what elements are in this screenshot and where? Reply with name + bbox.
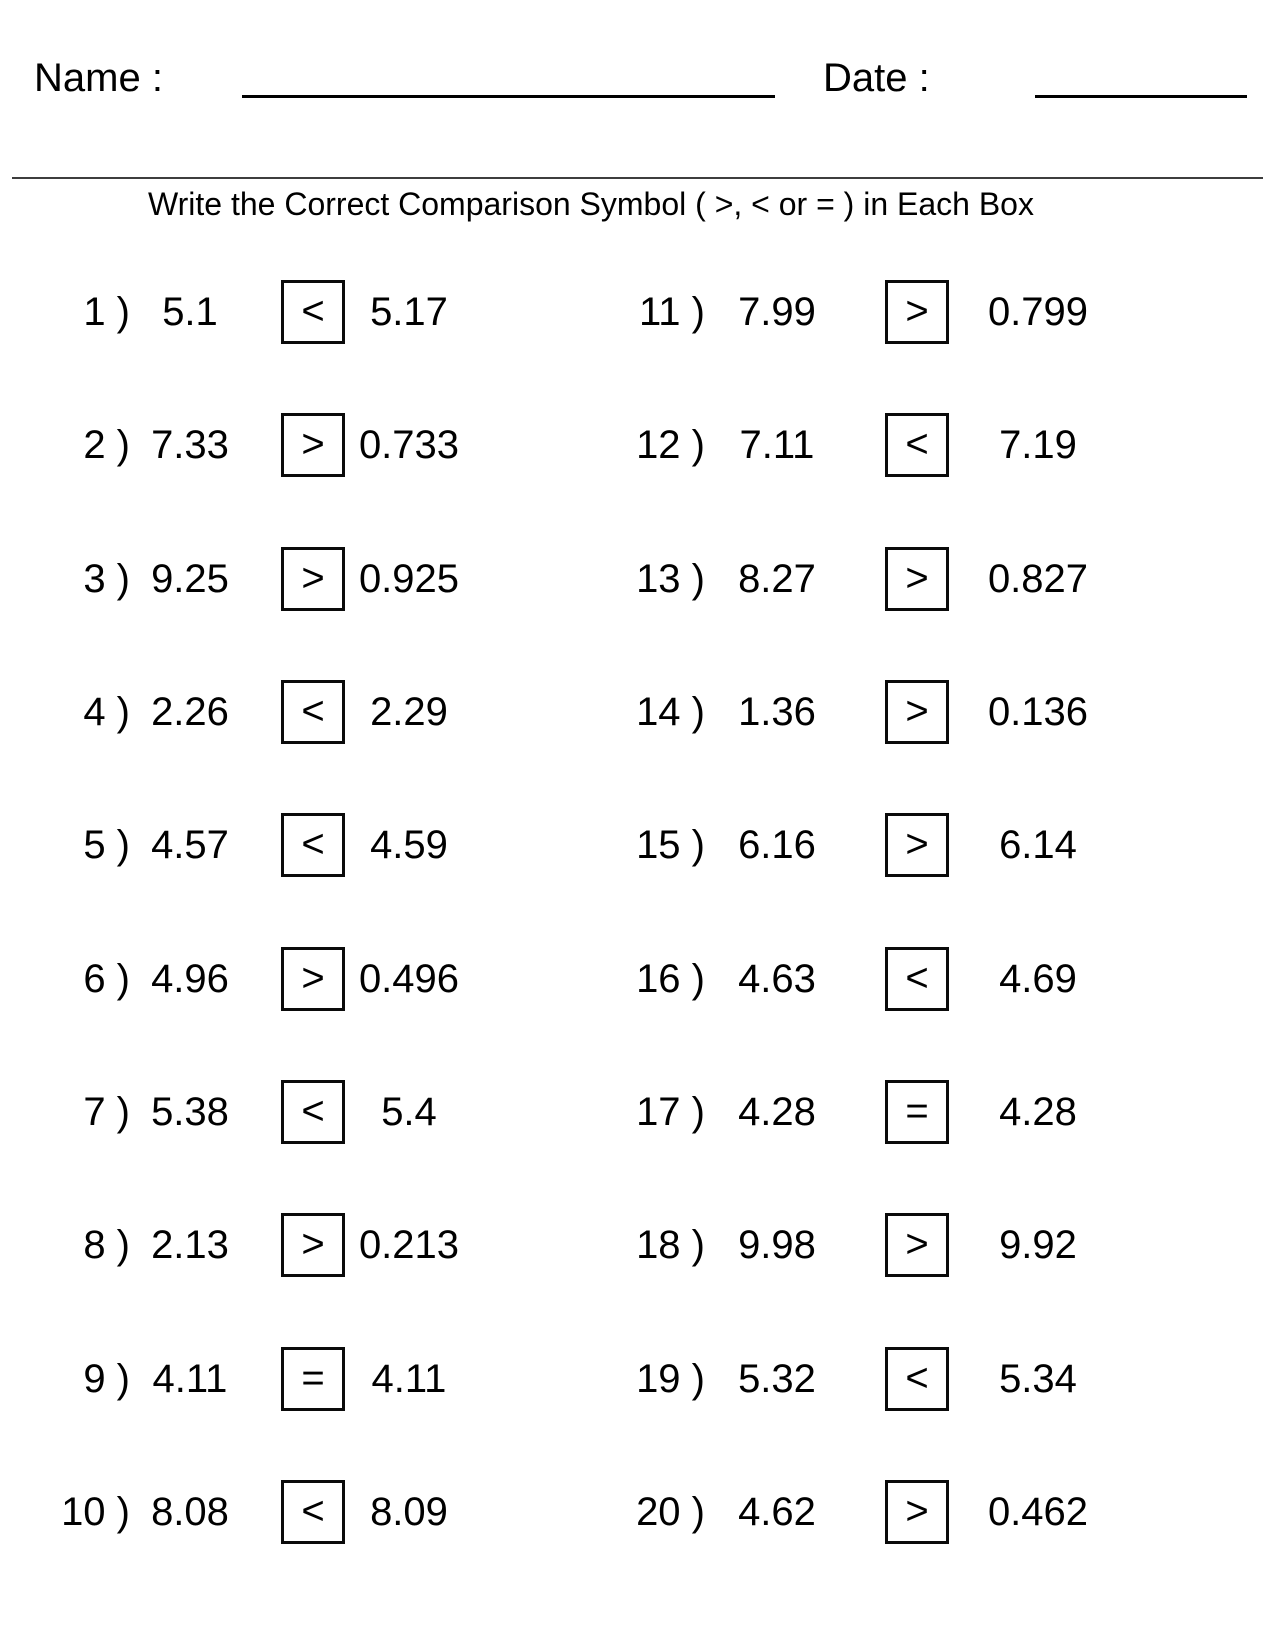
- answer-box[interactable]: [885, 1480, 949, 1544]
- right-value: 4.59: [370, 823, 448, 867]
- comparison-symbol: >: [301, 422, 325, 466]
- problem-number: 8 ): [83, 1223, 130, 1267]
- name-blank-line[interactable]: [242, 95, 775, 98]
- comparison-symbol: <: [905, 422, 929, 466]
- right-value: 0.827: [987, 557, 1089, 601]
- problem-row: [0, 280, 1275, 344]
- left-value: 6.16: [738, 823, 816, 867]
- left-value: 2.13: [151, 1223, 229, 1267]
- problem-number: 5 ): [83, 823, 130, 867]
- problem-number: 17 ): [636, 1090, 705, 1134]
- comparison-symbol: =: [905, 1089, 929, 1133]
- problem-number: 11 ): [639, 290, 705, 334]
- answer-box[interactable]: [885, 680, 949, 744]
- problem-row: [0, 1213, 1275, 1277]
- problem-row: [0, 947, 1275, 1011]
- right-value: 7.19: [999, 423, 1077, 467]
- problem-number: 15 ): [636, 823, 705, 867]
- left-value: 5.32: [738, 1357, 816, 1401]
- comparison-symbol: <: [905, 956, 929, 1000]
- right-value: 5.4: [381, 1090, 437, 1134]
- right-value: 0.496: [358, 957, 460, 1001]
- left-value: 7.99: [738, 290, 816, 334]
- problem-number: 9 ): [83, 1357, 130, 1401]
- comparison-symbol: >: [905, 1489, 929, 1533]
- right-value: 2.29: [370, 690, 448, 734]
- problem-row: [0, 813, 1275, 877]
- comparison-symbol: >: [905, 822, 929, 866]
- comparison-symbol: >: [301, 556, 325, 600]
- right-value: 4.69: [999, 957, 1077, 1001]
- left-value: 2.26: [151, 690, 229, 734]
- problem-number: 10 ): [61, 1490, 130, 1534]
- left-value: 5.38: [151, 1090, 229, 1134]
- divider-line: [12, 177, 1263, 179]
- comparison-symbol: >: [905, 689, 929, 733]
- left-value: 7.33: [151, 423, 229, 467]
- right-value: 0.799: [987, 290, 1089, 334]
- left-value: 4.11: [152, 1357, 228, 1401]
- problem-number: 2 ): [83, 423, 130, 467]
- right-value: 6.14: [999, 823, 1077, 867]
- right-value: 5.34: [999, 1357, 1077, 1401]
- right-value: 0.733: [358, 423, 460, 467]
- left-value: 4.62: [738, 1490, 816, 1534]
- right-value: 8.09: [370, 1490, 448, 1534]
- left-value: 4.96: [151, 957, 229, 1001]
- answer-box[interactable]: [885, 813, 949, 877]
- comparison-symbol: >: [301, 1222, 325, 1266]
- right-value: 9.92: [999, 1223, 1077, 1267]
- problem-number: 4 ): [83, 690, 130, 734]
- problem-number: 6 ): [83, 957, 130, 1001]
- page-title: Write the Correct Comparison Symbol ( >, < or = ) in Each Box: [148, 186, 1034, 222]
- comparison-symbol: <: [301, 689, 325, 733]
- answer-box[interactable]: [885, 1347, 949, 1411]
- date-blank-line[interactable]: [1035, 95, 1247, 98]
- answer-box[interactable]: [885, 947, 949, 1011]
- problem-number: 18 ): [636, 1223, 705, 1267]
- name-label: Name :: [34, 56, 163, 100]
- comparison-symbol: <: [301, 289, 325, 333]
- problem-row: [0, 413, 1275, 477]
- left-value: 4.28: [738, 1090, 816, 1134]
- answer-box[interactable]: [885, 280, 949, 344]
- problem-number: 16 ): [636, 957, 705, 1001]
- left-value: 5.1: [162, 290, 218, 334]
- left-value: 4.57: [151, 823, 229, 867]
- problem-number: 7 ): [83, 1090, 130, 1134]
- problem-row: [0, 680, 1275, 744]
- answer-box[interactable]: [885, 1080, 949, 1144]
- comparison-symbol: <: [905, 1356, 929, 1400]
- right-value: 0.213: [358, 1223, 460, 1267]
- comparison-symbol: >: [905, 556, 929, 600]
- comparison-symbol: <: [301, 1089, 325, 1133]
- comparison-symbol: <: [301, 1489, 325, 1533]
- problem-number: 13 ): [636, 557, 705, 601]
- comparison-symbol: <: [301, 822, 325, 866]
- left-value: 4.63: [738, 957, 816, 1001]
- problem-row: [0, 1347, 1275, 1411]
- problem-row: [0, 1080, 1275, 1144]
- problem-number: 12 ): [636, 423, 705, 467]
- problem-row: [0, 547, 1275, 611]
- problem-number: 3 ): [83, 557, 130, 601]
- problem-number: 19 ): [636, 1357, 705, 1401]
- comparison-symbol: >: [905, 1222, 929, 1266]
- left-value: 7.11: [739, 423, 815, 467]
- right-value: 0.462: [987, 1490, 1089, 1534]
- answer-box[interactable]: [885, 413, 949, 477]
- answer-box[interactable]: [885, 1213, 949, 1277]
- problem-number: 20 ): [636, 1490, 705, 1534]
- problem-row: [0, 1480, 1275, 1544]
- right-value: 0.136: [987, 690, 1089, 734]
- right-value: 5.17: [370, 290, 448, 334]
- problem-number: 1 ): [83, 290, 130, 334]
- left-value: 9.25: [151, 557, 229, 601]
- left-value: 1.36: [738, 690, 816, 734]
- left-value: 8.08: [151, 1490, 229, 1534]
- date-label: Date :: [823, 56, 930, 100]
- right-value: 0.925: [358, 557, 460, 601]
- answer-box[interactable]: [885, 547, 949, 611]
- problem-number: 14 ): [636, 690, 705, 734]
- comparison-symbol: >: [905, 289, 929, 333]
- right-value: 4.28: [999, 1090, 1077, 1134]
- left-value: 8.27: [738, 557, 816, 601]
- right-value: 4.11: [371, 1357, 447, 1401]
- left-value: 9.98: [738, 1223, 816, 1267]
- comparison-symbol: =: [301, 1356, 325, 1400]
- comparison-symbol: >: [301, 956, 325, 1000]
